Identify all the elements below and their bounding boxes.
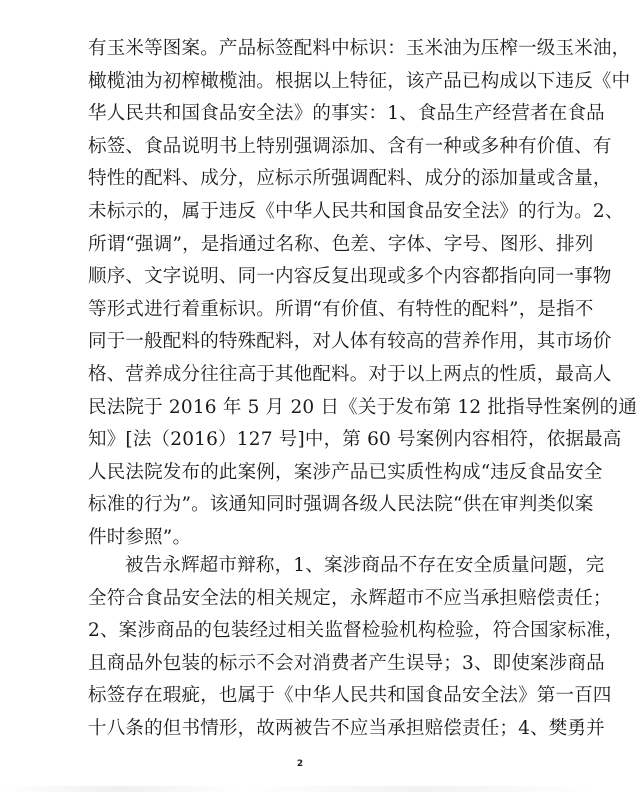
text-line: 件时参照”。: [88, 526, 192, 548]
paragraph-2: [88, 550, 624, 746]
text-line: 有玉米等图案。产品标签配料中标识：玉米油为压榨一级玉米油，: [88, 38, 631, 59]
text-line: 2、案涉商品的包装经过相关监督检验机构检验，符合国家标准，: [88, 620, 624, 642]
text-line: 标准的行为”。该通知同时强调各级人民法院“供在审判类似案: [88, 494, 594, 516]
text-line: 橄榄油为初榨橄榄油。根据以上特征，该产品已构成以下违反《中: [88, 70, 631, 92]
text-line: 标签存在瑕疵，也属于《中华人民共和国食品安全法》第一百四: [88, 685, 612, 707]
text-line: 且商品外包装的标示不会对消费者产生误导；3、即使案涉商品: [88, 652, 605, 674]
paragraph-1: [88, 33, 637, 555]
text-line: 标签、食品说明书上特别强调添加、含有一种或多种有价值、有: [88, 135, 612, 157]
text-line: 同于一般配料的特殊配料，对人体有较高的营养作用，其市场价: [88, 331, 612, 353]
text-line: 民法院于 2016 年 5 月 20 日《关于发布第 12 批指导性案例的通: [88, 396, 637, 418]
text-line: 特性的配料、成分，应标示所强调配料、成分的添加量或含量，: [88, 168, 612, 190]
scan-edge-artifact: [0, 786, 600, 792]
text-line: 十八条的但书情形，故两被告不应当承担赔偿责任；4、樊勇并: [88, 717, 605, 739]
text-line: 未标示的，属于违反《中华人民共和国食品安全法》的行为。2、: [88, 200, 624, 222]
text-line: 被告永辉超市辩称，1、案涉商品不存在安全质量问题，完: [125, 555, 605, 576]
page-number: 2: [296, 759, 304, 769]
text-line: 全符合食品安全法的相关规定，永辉超市不应当承担赔偿责任；: [88, 587, 612, 609]
text-line: 华人民共和国食品安全法》的事实：1、食品生产经营者在食品: [88, 103, 605, 125]
text-line: 顺序、文字说明、同一内容反复出现或多个内容都指向同一事物: [88, 266, 612, 288]
text-line: 格、营养成分往往高于其他配料。对于以上两点的性质，最高人: [88, 363, 612, 385]
text-line: 人民法院发布的此案例，案涉产品已实质性构成“违反食品安全: [88, 461, 603, 483]
text-line: 等形式进行着重标识。所谓“有价值、有特性的配料”，是指不: [88, 298, 594, 320]
text-line: 知》[法（2016）127 号]中，第 60 号案例内容相符，依据最高: [88, 429, 622, 451]
text-line: 所谓“强调”，是指通过名称、色差、字体、字号、图形、排列: [88, 233, 594, 255]
